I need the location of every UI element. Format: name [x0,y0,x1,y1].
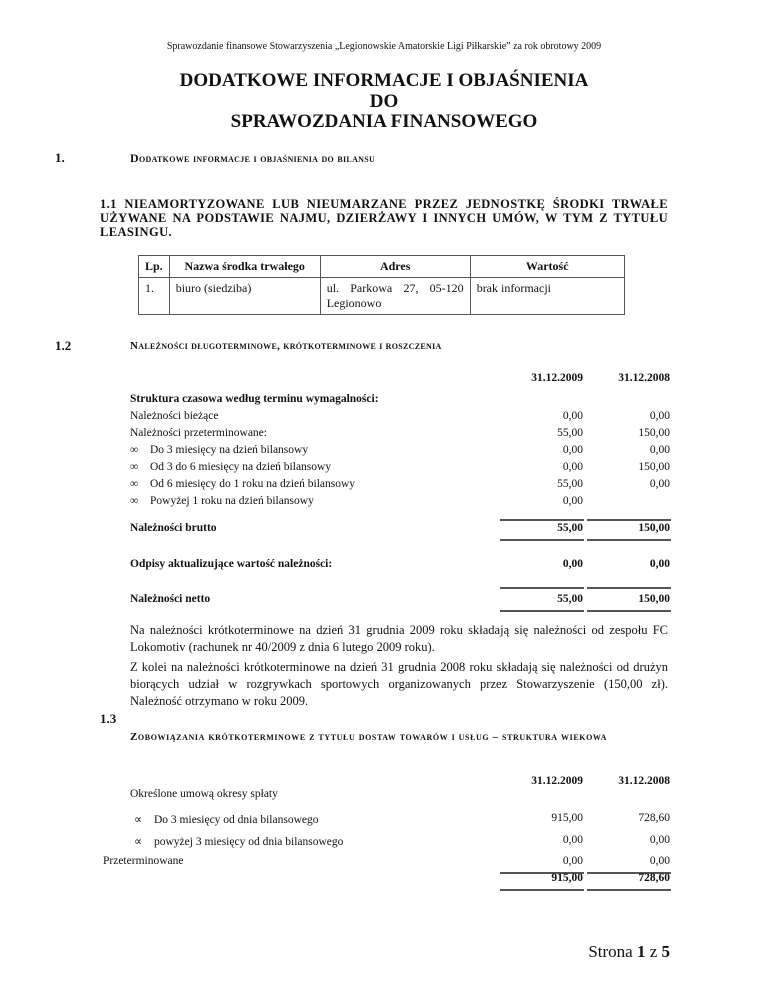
row-value-2008: 0,00 [649,834,670,846]
row-value-2008: 728,60 [638,812,670,824]
odpisy-label: Odpisy aktualizujące wartość należności: [130,558,333,570]
col-name: Nazwa środka trwałego [169,256,320,278]
row-label [134,834,343,848]
brutto-label: Należności brutto [130,522,217,534]
netto-2009: 55,00 [557,593,583,605]
rule [587,587,671,589]
bullet-icon: ∞ [130,444,139,456]
bullet-icon: ∝ [134,814,143,826]
total-pages: 5 [661,942,670,961]
doc-title-line-1: DODATKOWE INFORMACJE I OBJAŚNIENIA [179,70,589,91]
current-page: 1 [636,942,646,961]
row-value-2009: 0,00 [562,461,583,473]
col-lp: Lp. [139,256,170,278]
rule [500,539,584,541]
row-value-2008: 0,00 [649,410,670,422]
table-header-row [139,256,625,278]
row-value-2009: 0,00 [562,495,583,507]
row-label-text: Do 3 miesięcy od dnia bilansowego [154,814,319,826]
section-1-1-title: 1.1 NIEAMORTYZOWANE LUB NIEUMARZANE PRZEZ JEDNOSTKĘ ŚRODKI TRWAŁE UŻYWANE NA PODSTAWIE NAJMU, DZIERŻAWY I INNYCH UMÓW, W TYM Z TYTUŁU LEASINGU. [100,197,668,239]
row-label-text: Należności bieżące [130,410,219,422]
bullet-icon: ∝ [134,836,143,848]
date-2009: 31.12.2009 [531,372,583,384]
przeterm-2009: 0,00 [562,855,583,867]
row-label [134,812,318,826]
row-value-2008: 150,00 [638,427,670,439]
row-label-text: Powyżej 1 roku na dzień bilansowy [150,495,314,507]
total-2008: 728,60 [638,872,670,884]
row-label-text: Należności przeterminowane: [130,427,267,439]
row-value-2009: 0,00 [562,834,583,846]
date-2008: 31.12.2008 [618,775,670,787]
cell-address: ul. Parkowa 27, 05-120 Legionowo [320,278,470,315]
row-value-2008: 0,00 [649,444,670,456]
row-label [130,478,355,490]
page-of: z [645,942,662,961]
paragraph-2008: Z kolei na należności krótkoterminowe na dzień 31 grudnia 2008 roku składają się należności od drużyn biorących udział w rozgrywkach sportowych organizowanych przez Stowarzyszenie (150,00 zł). Należność otrzymano w roku 2009. [130,660,668,708]
row-value-2009: 55,00 [557,478,583,490]
doc-title-line-2: DO [369,91,399,112]
date-2008: 31.12.2008 [618,372,670,384]
row-value-2009: 915,00 [551,812,583,824]
rule [587,519,671,521]
brutto-2008: 150,00 [638,522,670,534]
page-prefix: Strona [588,942,637,961]
row-label-text: Do 3 miesięcy na dzień bilansowy [150,444,309,456]
odpisy-2009: 0,00 [562,558,583,570]
row-label-text: Od 3 do 6 miesięcy na dzień bilansowy [150,461,332,473]
rule [587,539,671,541]
brutto-2009: 55,00 [557,522,583,534]
total-2009: 915,00 [551,872,583,884]
section-1-title: Dodatkowe informacje i objaśnienia do bilansu [130,151,376,165]
row-label [130,461,331,473]
structure-label: Struktura czasowa według terminu wymagalności: [130,393,379,405]
fixed-assets-table [138,255,625,315]
netto-label: Należności netto [130,593,211,605]
bullet-icon: ∞ [130,495,139,507]
row-label-text: Od 6 miesięcy do 1 roku na dzień bilansowy [150,478,356,490]
section-1-2-title: Należności długoterminowe, krótkoterminowe i roszczenia [130,340,442,352]
cell-name: biuro (siedziba) [169,278,320,315]
page-number [588,942,670,962]
row-value-2009: 0,00 [562,410,583,422]
przeterm-label: Przeterminowane [103,855,184,867]
section-1-2-number: 1.2 [55,338,72,353]
rule [500,519,584,521]
table-row [139,278,625,315]
col-value: Wartość [470,256,624,278]
netto-2008: 150,00 [638,593,670,605]
rule [587,889,671,891]
rule [500,610,584,612]
doc-title-line-3: SPRAWOZDANIA FINANSOWEGO [230,111,538,132]
section-1-3-title: Zobowiązania krótkoterminowe z tytułu dostaw towarów i usług – struktura wiekowa [130,731,607,743]
row-value-2009: 55,00 [557,427,583,439]
row-label [130,427,267,439]
row-value-2009: 0,00 [562,444,583,456]
rule [500,587,584,589]
section-1-3-number: 1.3 [100,711,117,726]
section-1-number: 1. [55,150,65,165]
przeterm-2008: 0,00 [649,855,670,867]
row-label [130,444,308,456]
row-label [130,495,314,507]
bullet-icon: ∞ [130,461,139,473]
odpisy-2008: 0,00 [649,558,670,570]
okresy-label: Określone umową okresy spłaty [130,788,278,800]
paragraph-2009: Na należności krótkoterminowe na dzień 31 grudnia 2009 roku składają się należności od zespołu FC Lokomotiv (rachunek nr 40/2009 z dnia 6 lutego 2009 roku). [130,623,668,654]
rule [587,610,671,612]
bullet-icon: ∞ [130,478,139,490]
col-address: Adres [320,256,470,278]
date-2009: 31.12.2009 [531,775,583,787]
row-value-2008: 0,00 [649,478,670,490]
cell-value: brak informacji [470,278,624,315]
cell-lp: 1. [139,278,170,315]
row-value-2008: 150,00 [638,461,670,473]
row-label [130,410,218,422]
page-header: Sprawozdanie finansowe Stowarzyszenia „Legionowskie Amatorskie Ligi Piłkarskie” za rok obrotowy 2009 [166,41,602,52]
rule [500,889,584,891]
row-label-text: powyżej 3 miesięcy od dnia bilansowego [154,836,344,848]
